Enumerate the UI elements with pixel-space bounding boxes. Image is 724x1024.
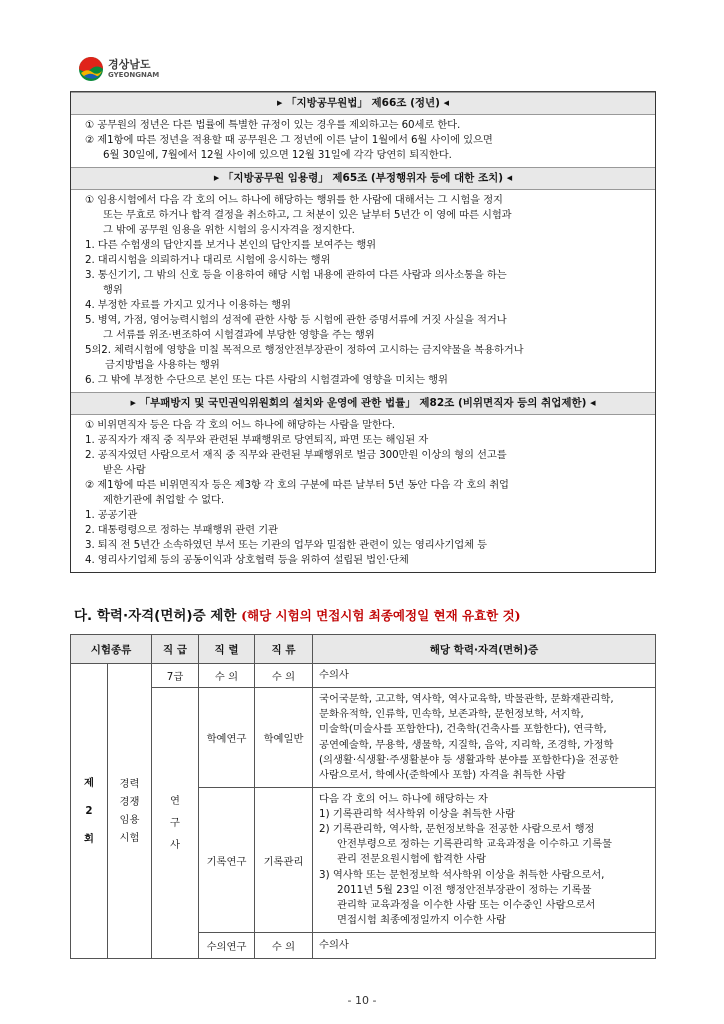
header-grade: 직 급 (152, 635, 199, 664)
header-exam-type: 시험종류 (71, 635, 152, 664)
section-body-employment-restriction (71, 415, 655, 572)
law-text-line: ② 제1항에 따른 정년을 적용할 때 공무원은 그 정년에 이른 날이 1월에서 6월 사이에 있으면 (85, 134, 493, 146)
section-body-misconduct (71, 190, 655, 392)
law-text-line: 4. 부정한 자료를 가지고 있거나 이용하는 행위 (85, 299, 291, 311)
table-header-row (71, 635, 656, 664)
qualification-line: 2011년 5월 23일 이전 행정안전부장관이 정하는 기록물 (337, 883, 592, 896)
right-triangle-icon: ▶ (130, 399, 136, 407)
left-triangle-icon: ◀ (590, 399, 596, 407)
law-text-line: 제한기관에 취업할 수 없다. (103, 494, 225, 506)
table-row (71, 688, 656, 788)
qualification-line: 1) 기록관리학 석사학위 이상을 취득한 사람 (319, 807, 516, 820)
section-header-retirement (71, 92, 655, 115)
qualification-line: 면접시험 최종예정일까지 이수한 사람 (337, 914, 506, 927)
law-text-line: ① 비위면직자 등은 다음 각 호의 어느 하나에 해당하는 사람을 말한다. (85, 419, 395, 431)
section-title: 「지방공무원 임용령」 제65조 (부정행위자 등에 대한 조치) (222, 172, 504, 184)
series-cell: 수의연구 (199, 933, 255, 959)
qualification-line: 미술학(미술사를 포함한다), 건축학(건축사를 포함한다), 연극학, (319, 723, 607, 736)
series-cell: 학예연구 (199, 688, 255, 788)
qualification-cell: 수의사 (313, 933, 656, 959)
exam-type-cell: 경력 경쟁 임용 시험 (108, 664, 152, 959)
qualification-line: 3) 역사학 또는 문헌정보학 석사학위 이상을 취득한 사람으로서, (319, 868, 605, 881)
law-text-line: 3. 통신기기, 그 밖의 신호 등을 이용하여 해당 시험 내용에 관하여 다른 사람과 의사소통을 하는 (85, 269, 507, 281)
section-subtitle (74, 604, 521, 624)
table-row (71, 664, 656, 688)
law-text-line: 6월 30일에, 7월에서 12월 사이에 있으면 12월 31일에 각각 당연히 퇴직한다. (103, 149, 452, 161)
header-series: 직 렬 (199, 635, 255, 664)
law-text-line: 또는 무효로 하거나 합격 결정을 취소하고, 그 처분이 있은 날부터 5년간 이 영에 따른 시험과 (103, 209, 512, 221)
law-text-line: 그 서류를 위조·변조하여 시험결과에 부당한 영향을 주는 행위 (103, 329, 375, 341)
class-cell: 수 의 (255, 664, 313, 688)
qualification-line: (의생활·식생활·주생활분야 등 생활과학 분야를 포함한다)을 전공한 (319, 753, 619, 766)
qualification-line: 사람으로서, 학예사(준학예사 포함) 자격을 취득한 사람 (319, 768, 566, 781)
right-triangle-icon: ▶ (213, 174, 220, 182)
law-text-line: 4. 영리사기업체 등의 공동이익과 상호협력 등을 위하여 설립된 법인·단체 (85, 554, 409, 566)
law-text-line: 2. 대통령령으로 정하는 부패행위 관련 기관 (85, 524, 278, 536)
gyeongnam-emblem-icon (78, 56, 104, 82)
qualification-line: 공연예술학, 무용학, 생물학, 지질학, 음악, 지리학, 조경학, 가정학 (319, 738, 614, 751)
law-text-line: 행위 (103, 284, 123, 296)
left-triangle-icon: ◀ (443, 99, 450, 107)
logo-korean: 경상남도 (108, 58, 151, 71)
class-cell: 기록관리 (255, 788, 313, 933)
left-triangle-icon: ◀ (506, 174, 513, 182)
gyeongnam-logo (78, 56, 159, 82)
logo-english: GYEONGNAM (108, 71, 160, 79)
right-triangle-icon: ▶ (276, 99, 283, 107)
law-text-line: ① 공무원의 정년은 다른 법률에 특별한 규정이 있는 경우를 제외하고는 60세로 한다. (85, 119, 461, 131)
section-title: 「지방공무원법」 제66조 (정년) (286, 97, 440, 109)
law-box (70, 92, 656, 573)
header-qualification: 해당 학력·자격(면허)증 (313, 635, 656, 664)
law-text-line: 2. 대리시험을 의뢰하거나 대리로 시험에 응시하는 행위 (85, 254, 331, 266)
series-cell: 기록연구 (199, 788, 255, 933)
round-cell: 제 2 회 (71, 664, 108, 959)
law-text-line: 3. 퇴직 전 5년간 소속하였던 부서 또는 기관의 업무와 밀접한 관련이 있는 영리사기업체 등 (85, 539, 487, 551)
subtitle-main: 다. 학력·자격(면허)증 제한 (74, 608, 237, 624)
qualification-cell (313, 688, 656, 788)
law-text-line: 금지방법을 사용하는 행위 (105, 359, 220, 371)
qualification-cell (313, 788, 656, 933)
qualification-line: 국어국문학, 고고학, 역사학, 역사교육학, 박물관학, 문화재관리학, (319, 692, 614, 705)
class-cell: 학예일반 (255, 688, 313, 788)
law-text-line: 1. 공직자가 재직 중 직무와 관련된 부패행위로 당연퇴직, 파면 또는 해임된 자 (85, 434, 429, 446)
law-text-line: ① 임용시험에서 다음 각 호의 어느 하나에 해당하는 행위를 한 사람에 대해서는 그 시험을 정지 (85, 194, 503, 206)
qualification-line: 안전부령으로 정하는 기록관리학 교육과정을 이수하고 기록물 (337, 838, 612, 851)
law-text-line: 그 밖에 공무원 임용을 위한 시험의 응시자격을 정지한다. (103, 224, 355, 236)
class-cell: 수 의 (255, 933, 313, 959)
grade-researcher-cell: 연 구 사 (152, 688, 199, 959)
qualification-line: 관리 전문요원시험에 합격한 사람 (337, 853, 487, 866)
law-text-line: 2. 공직자였던 사람으로서 재직 중 직무와 관련된 부패행위로 벌금 300만원 이상의 형의 선고를 (85, 449, 507, 461)
qualification-line: 관리학 교육과정을 이수한 사람 또는 이수중인 사람으로서 (337, 899, 596, 911)
law-text-line: 받은 사람 (103, 464, 146, 476)
qualification-line: 문화유적학, 인류학, 민속학, 보존과학, 문헌정보학, 서지학, (319, 708, 584, 721)
section-body-retirement (71, 115, 655, 167)
section-header-employment-restriction (71, 392, 655, 415)
law-text-line: ② 제1항에 따른 비위면직자 등은 제3항 각 호의 구분에 따른 날부터 5년 동안 다음 각 호의 취업 (85, 479, 509, 491)
qualification-table (70, 634, 656, 959)
subtitle-note: (해당 시험의 면접시험 최종예정일 현재 유효한 것) (241, 608, 521, 623)
law-text-line: 1. 다른 수험생의 답안지를 보거나 본인의 답안지를 보여주는 행위 (85, 239, 377, 251)
section-header-misconduct (71, 167, 655, 190)
qualification-line: 2) 기록관리학, 역사학, 문헌정보학을 전공한 사람으로서 행정 (319, 822, 595, 835)
grade-7-cell: 7급 (152, 664, 199, 688)
header-class: 직 류 (255, 635, 313, 664)
law-text-line: 5. 병역, 가점, 영어능력시험의 성적에 관한 사항 등 시험에 관한 증명서류에 거짓 사실을 적거나 (85, 314, 507, 326)
law-text-line: 5의2. 체력시험에 영향을 미칠 목적으로 행정안전부장관이 정하여 고시하는 금지약물을 복용하거나 (85, 344, 524, 356)
page-number: - 10 - (347, 994, 377, 1007)
section-title: 「부패방지 및 국민권익위원회의 설치와 운영에 관한 법률」 제82조 (비위면직자 등의 취업제한) (139, 397, 587, 409)
qualification-line: 다음 각 호의 어느 하나에 해당하는 자 (319, 792, 488, 805)
law-text-line: 6. 그 밖에 부정한 수단으로 본인 또는 다른 사람의 시험결과에 영향을 미치는 행위 (85, 374, 448, 386)
law-text-line: 1. 공공기관 (85, 509, 138, 521)
series-cell: 수 의 (199, 664, 255, 688)
qualification-cell: 수의사 (313, 664, 656, 688)
